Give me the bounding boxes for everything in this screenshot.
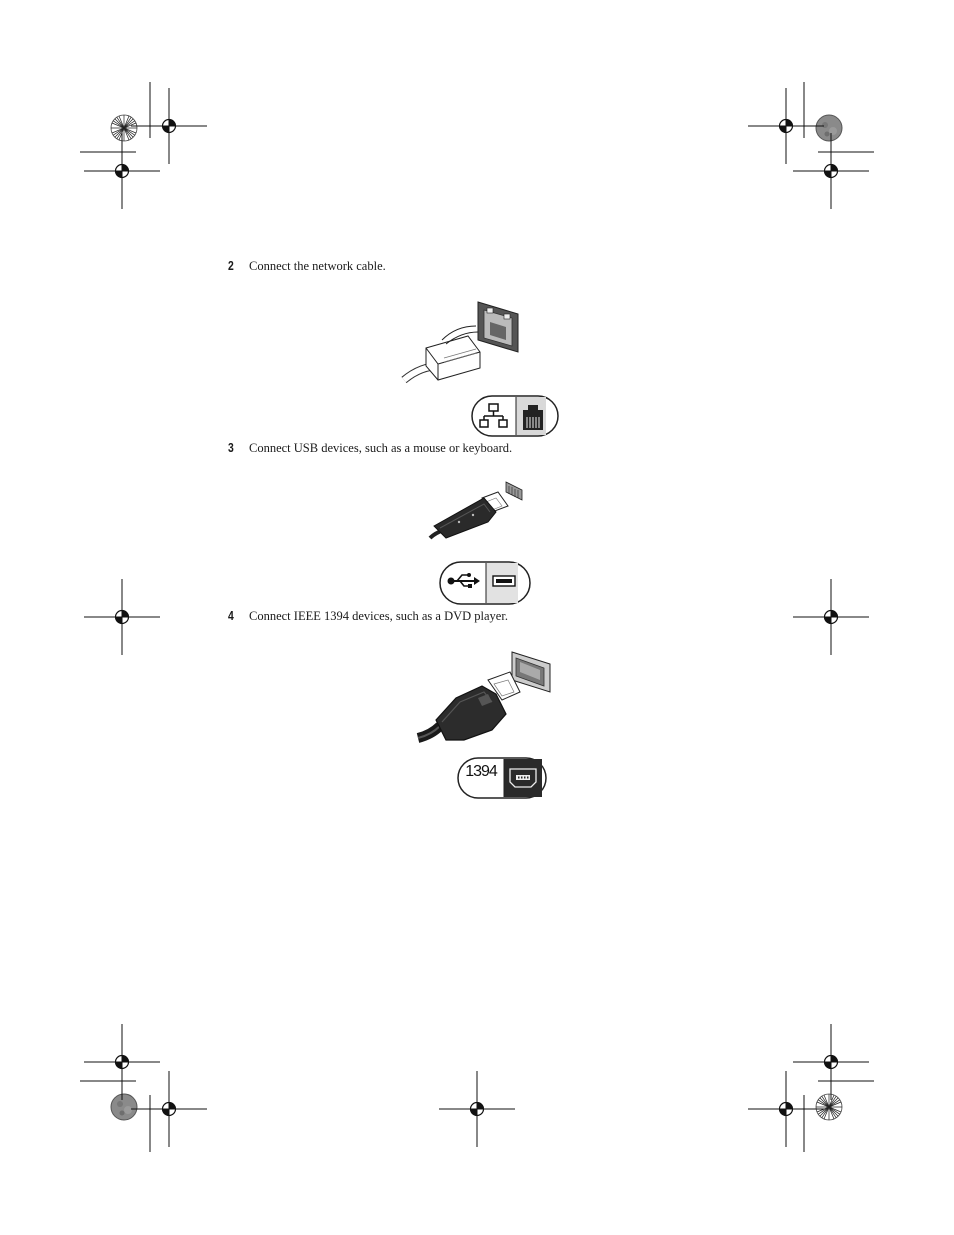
network-icon <box>479 403 509 429</box>
usb-icon <box>446 572 480 590</box>
ieee1394-icon <box>507 766 539 790</box>
step-2 <box>228 258 386 274</box>
step-number: 2 <box>228 258 234 273</box>
ieee1394-icon-label: 1394 <box>465 763 497 780</box>
step-text: Connect IEEE 1394 devices, such as a DVD player. <box>249 609 508 623</box>
step-text: Connect the network cable. <box>249 259 386 273</box>
step-number: 3 <box>228 440 234 455</box>
step-number: 4 <box>228 608 234 623</box>
usb-port-icon <box>492 575 516 587</box>
usb-cable-illustration <box>426 478 536 608</box>
step-text: Connect USB devices, such as a mouse or keyboard. <box>249 441 513 455</box>
step-4 <box>228 608 508 624</box>
rj45-port-icon <box>520 400 546 432</box>
step-3 <box>228 440 512 456</box>
